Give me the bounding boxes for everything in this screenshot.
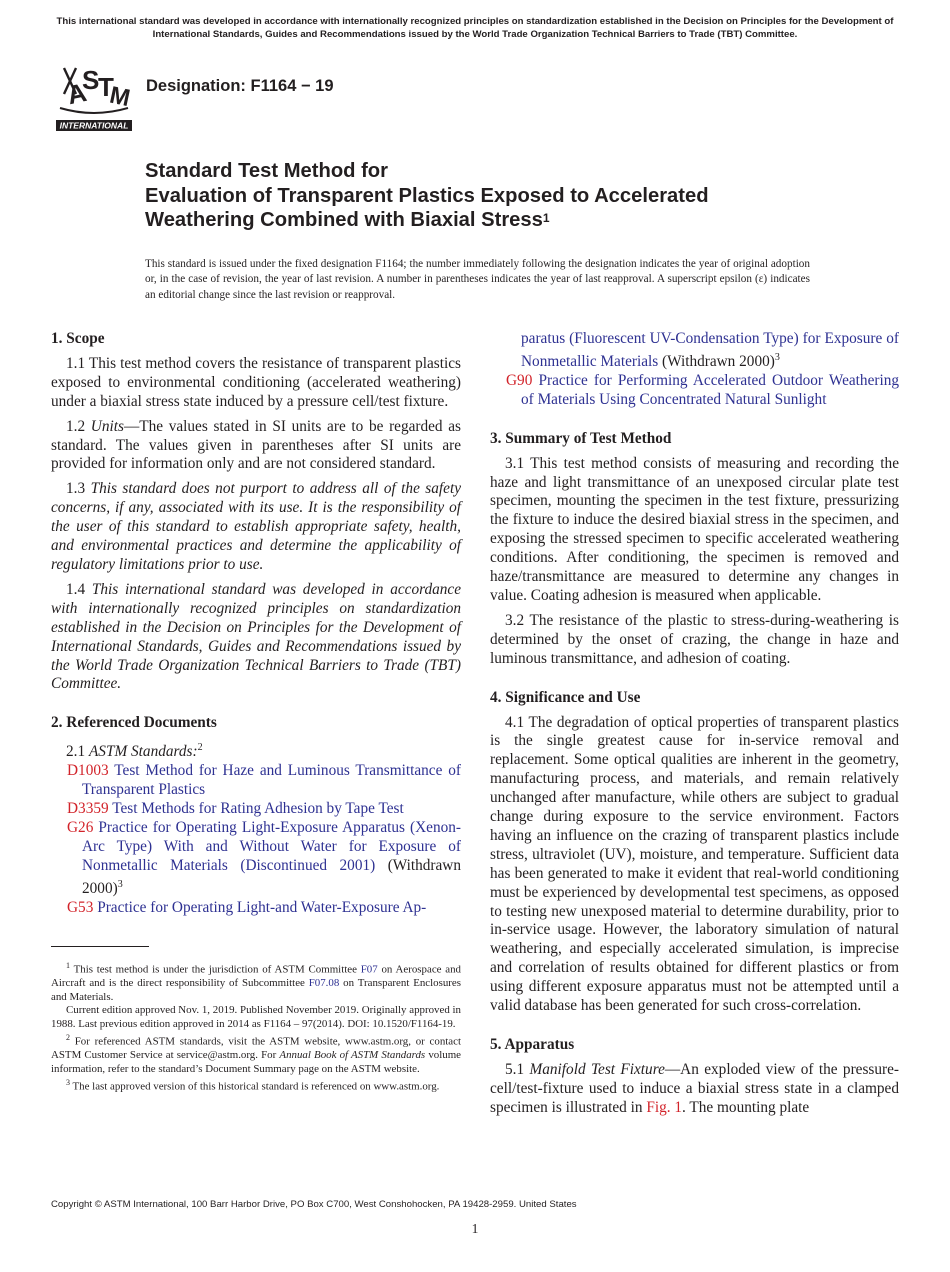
paragraph-1-1: 1.1 This test method covers the resistance of transparent plastics exposed to environmental conditioning (accelerated weathering) under a biaxial stress state induced by a pressure cell/test fixture. (51, 354, 461, 410)
reference-g90[interactable]: G90 Practice for Performing Accelerated Outdoor Weathering of Materials Using Concentrated Natural Sunlight (506, 371, 900, 408)
paragraph-3-1: 3.1 This test method consists of measuring and recording the haze and light transmittance of an unexposed circular plate test specimen, mounting the specimen in the test fixture, pressurizing the fixture to induce the desired biaxial stress in the specimen, and exposing the stressed specimen to specific accelerated weathering conditions. After conditioning, the specimen is removed and haze/transmittance are measured to determine any changes in value. Coating adhesion is measured when applicable. (490, 454, 899, 604)
right-column (490, 330, 899, 1124)
section-heading-significance: 4. Significance and Use (490, 688, 641, 706)
svg-text:S: S (82, 65, 100, 95)
svg-text:A: A (64, 77, 90, 111)
figure-1-link[interactable]: Fig. 1 (646, 1098, 683, 1116)
page-number: 1 (471, 1221, 479, 1236)
designation: Designation: F1164 − 19 (146, 77, 334, 95)
footnote-3: $^3$ The last approved version of this historical standard is referenced on www.astm.org. (66, 1078, 440, 1093)
paragraph-5-1: 5.1 Manifold Test Fixture—An exploded view of the pressure-cell/test-fixture used to induce a biaxial stress state in a clamped specimen is illustrated in Fig. 1. The mounting plate (490, 1060, 899, 1116)
document-title (145, 159, 905, 233)
footnotes (51, 946, 461, 1094)
paragraph-1-4: 1.4 This international standard was developed in accordance with internationally recognized principles on standardization established in the Decision on Principles for the Development of International Standards, Guides and Recommendations issued by the World Trade Organization Technical Barriers to Trade (TBT) Committee. (51, 580, 461, 693)
issuance-note: This standard is issued under the fixed designation F1164; the number immediately following the designation indicates the year of original adoption or, in the case of revision, the year of last revision. A number in parentheses indicates the year of last reapproval. A superscript epsilon (ε) indicates an editorial change since the last revision or reapproval. (145, 258, 810, 301)
reference-g53-continued[interactable]: paratus (Fluorescent UV-Condensation Type) for Exposure of Nonmetallic Materials (Withdrawn 2000)$^3$ (521, 330, 899, 370)
committee-link[interactable]: F07 (360, 963, 378, 976)
reference-g26[interactable]: G26 Practice for Operating Light-Exposure Apparatus (Xenon-Arc Type) With and Without Water for Exposure of Nonmetallic Materials (Discontinued 2001) (Withdrawn 2000)$^3$ (67, 818, 462, 897)
svg-text:INTERNATIONAL: INTERNATIONAL (59, 120, 129, 131)
svg-text:T: T (98, 72, 114, 102)
left-column (51, 330, 461, 918)
title-line-1: Standard Test Method for (145, 160, 388, 182)
paragraph-1-3: 1.3 This standard does not purport to address all of the safety concerns, if any, associated with its use. It is the responsibility of the user of this standard to establish appropriate safety, health, and environmental practices and determine the applicability of regulatory limitations prior to use. (51, 480, 461, 573)
footnote-2: $^2$ For referenced ASTM standards, visit the ASTM website, www.astm.org, or contact ASTM Customer Service at service@astm.org. For Annual Book of ASTM Standards volume information, refer to the standard’s Document Summary page on the ASTM website. (51, 1033, 461, 1075)
referenced-standards-intro: 2.1 ASTM Standards:$^2$ (66, 742, 203, 761)
paragraph-4-1: 4.1 The degradation of optical properties of transparent plastics is the single greatest cause for in-service removal and replacement. Some optical qualities are inherent in the geometry, manufacturing process, and materials, and remain relatively unchanged after manufacture, while others are subject to gradual change during exposure to the service environment. Factors having an influence on the crazing of transparent plastics include stress, ultraviolet (UV), moisture, and temperature. Sufficient data has been generated to make it evident that real-world conditioning must be experienced by developmental test specimens, as opposed to testing new unexposed material to determine durability, prior to in-service usage. However, the laboratory simulation of natural weathering, and especially accelerated simulation, is imprecise and correlation of results obtained for different plastics or from using different exposure apparatus must not be attempted until a valid database has been generated for such cross-correlation. (490, 713, 899, 1015)
section-heading-summary: 3. Summary of Test Method (490, 429, 672, 447)
subcommittee-link[interactable]: F07.08 (308, 977, 340, 990)
astm-logo (54, 56, 134, 136)
paragraph-1-2: 1.2 Units—The values stated in SI units are to be regarded as standard. The values given in parentheses after SI units are provided for information only and are not considered standard. (51, 417, 461, 473)
footnote-divider (51, 946, 149, 947)
copyright-line: Copyright © ASTM International, 100 Barr Harbor Drive, PO Box C700, West Conshohocken, PA 19428-2959. United States (51, 1199, 577, 1210)
reference-d1003[interactable]: D1003 Test Method for Haze and Luminous Transmittance of Transparent Plastics (67, 762, 461, 799)
title-line-3: Weathering Combined with Biaxial Stress$^1$ (145, 209, 550, 231)
standards-notice: This international standard was developed in accordance with internationally recognized principles on standardization established in the Decision on Principles for the Development of International Standards, Guides and Recommendations issued by the World Trade Organization Technical Barriers to Trade (TBT) Committee. (56, 16, 894, 40)
svg-text:M: M (107, 81, 133, 113)
section-heading-apparatus: 5. Apparatus (490, 1036, 575, 1053)
reference-g53-start[interactable]: G53 Practice for Operating Light-and Water-Exposure Ap- (67, 898, 427, 916)
reference-d3359[interactable]: D3359 Test Methods for Rating Adhesion by Tape Test (67, 800, 404, 818)
title-line-2: Evaluation of Transparent Plastics Exposed to Accelerated (145, 184, 709, 207)
footnote-1-edition: Current edition approved Nov. 1, 2019. Published November 2019. Originally approved in 1988. Last previous edition approved in 2014 as F1164 – 97(2014). DOI: 10.1520/F1164-19. (51, 1004, 461, 1030)
section-heading-scope: 1. Scope (51, 330, 105, 347)
paragraph-3-2: 3.2 The resistance of the plastic to stress-during-weathering is determined by the onset of crazing, the change in haze and luminous transmittance, and adhesion of coating. (490, 611, 899, 667)
footnote-1: $^1$ This test method is under the jurisdiction of ASTM Committee F07 on Aerospace and Aircraft and is the direct responsibility of Subcommittee F07.08 on Transparent Enclosures and Materials. (51, 961, 461, 1003)
section-heading-referenced-documents: 2. Referenced Documents (51, 714, 217, 732)
